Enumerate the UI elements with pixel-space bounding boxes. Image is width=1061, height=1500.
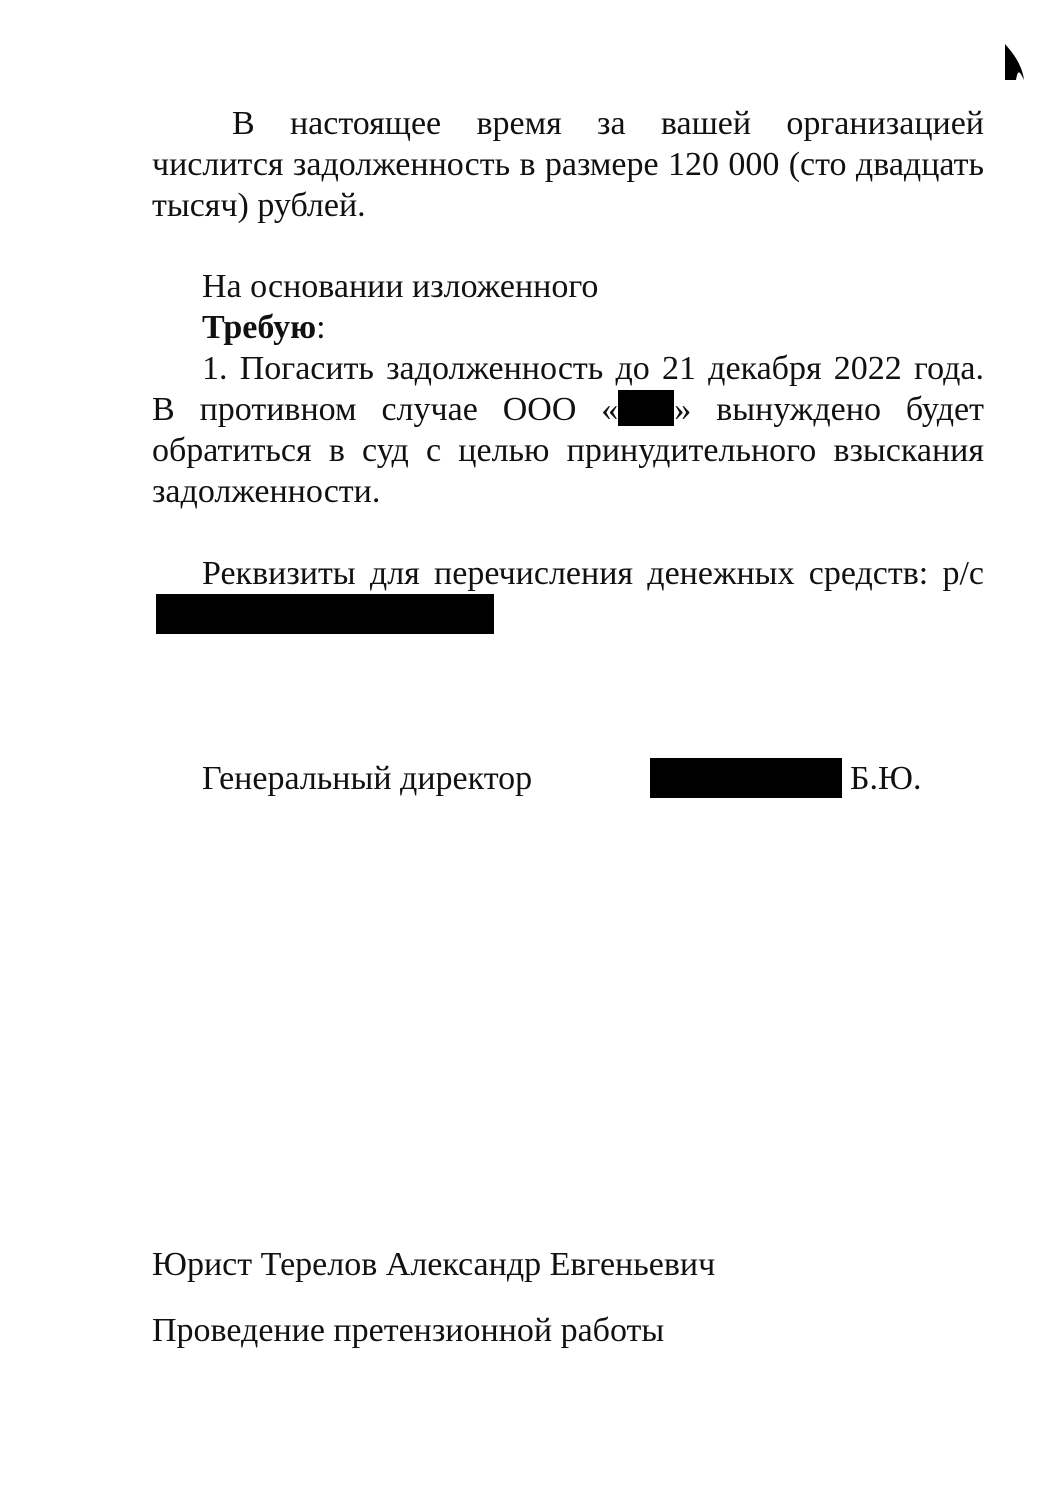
- page-curl-icon: [1002, 42, 1026, 82]
- demand-heading-colon: :: [316, 309, 326, 346]
- redacted-account-number: [156, 594, 494, 634]
- footer-service: Проведение претензионной работы: [152, 1312, 665, 1349]
- basis-paragraph: На основании изложенного: [202, 268, 599, 305]
- requisites-paragraph: [152, 553, 984, 638]
- redacted-director-name: [650, 758, 842, 798]
- signature-title: Генеральный директор: [202, 760, 533, 797]
- demand-item-text-end: » вынуждено будет обратиться в суд с целью принудительного взыскания задолженности.: [152, 391, 984, 510]
- demand-item-text-start: 1. Погасить задолженность до 21 декабря 2022 года. В противном случае ООО «: [152, 350, 984, 428]
- footer-lawyer: Юрист Терелов Александр Евгеньевич: [152, 1246, 716, 1283]
- demand-item: [152, 348, 984, 512]
- demand-heading: [152, 307, 984, 348]
- redacted-company-name: [618, 390, 674, 426]
- requisites-label: Реквизиты для перечисления денежных средств: р/с: [202, 555, 984, 592]
- debt-paragraph: В настоящее время за вашей организацией числится задолженность в размере 120 000 (сто двадцать тысяч) рублей.: [152, 105, 984, 224]
- signature-initials: Б.Ю.: [850, 760, 922, 797]
- demand-heading-text: Требую: [202, 309, 317, 346]
